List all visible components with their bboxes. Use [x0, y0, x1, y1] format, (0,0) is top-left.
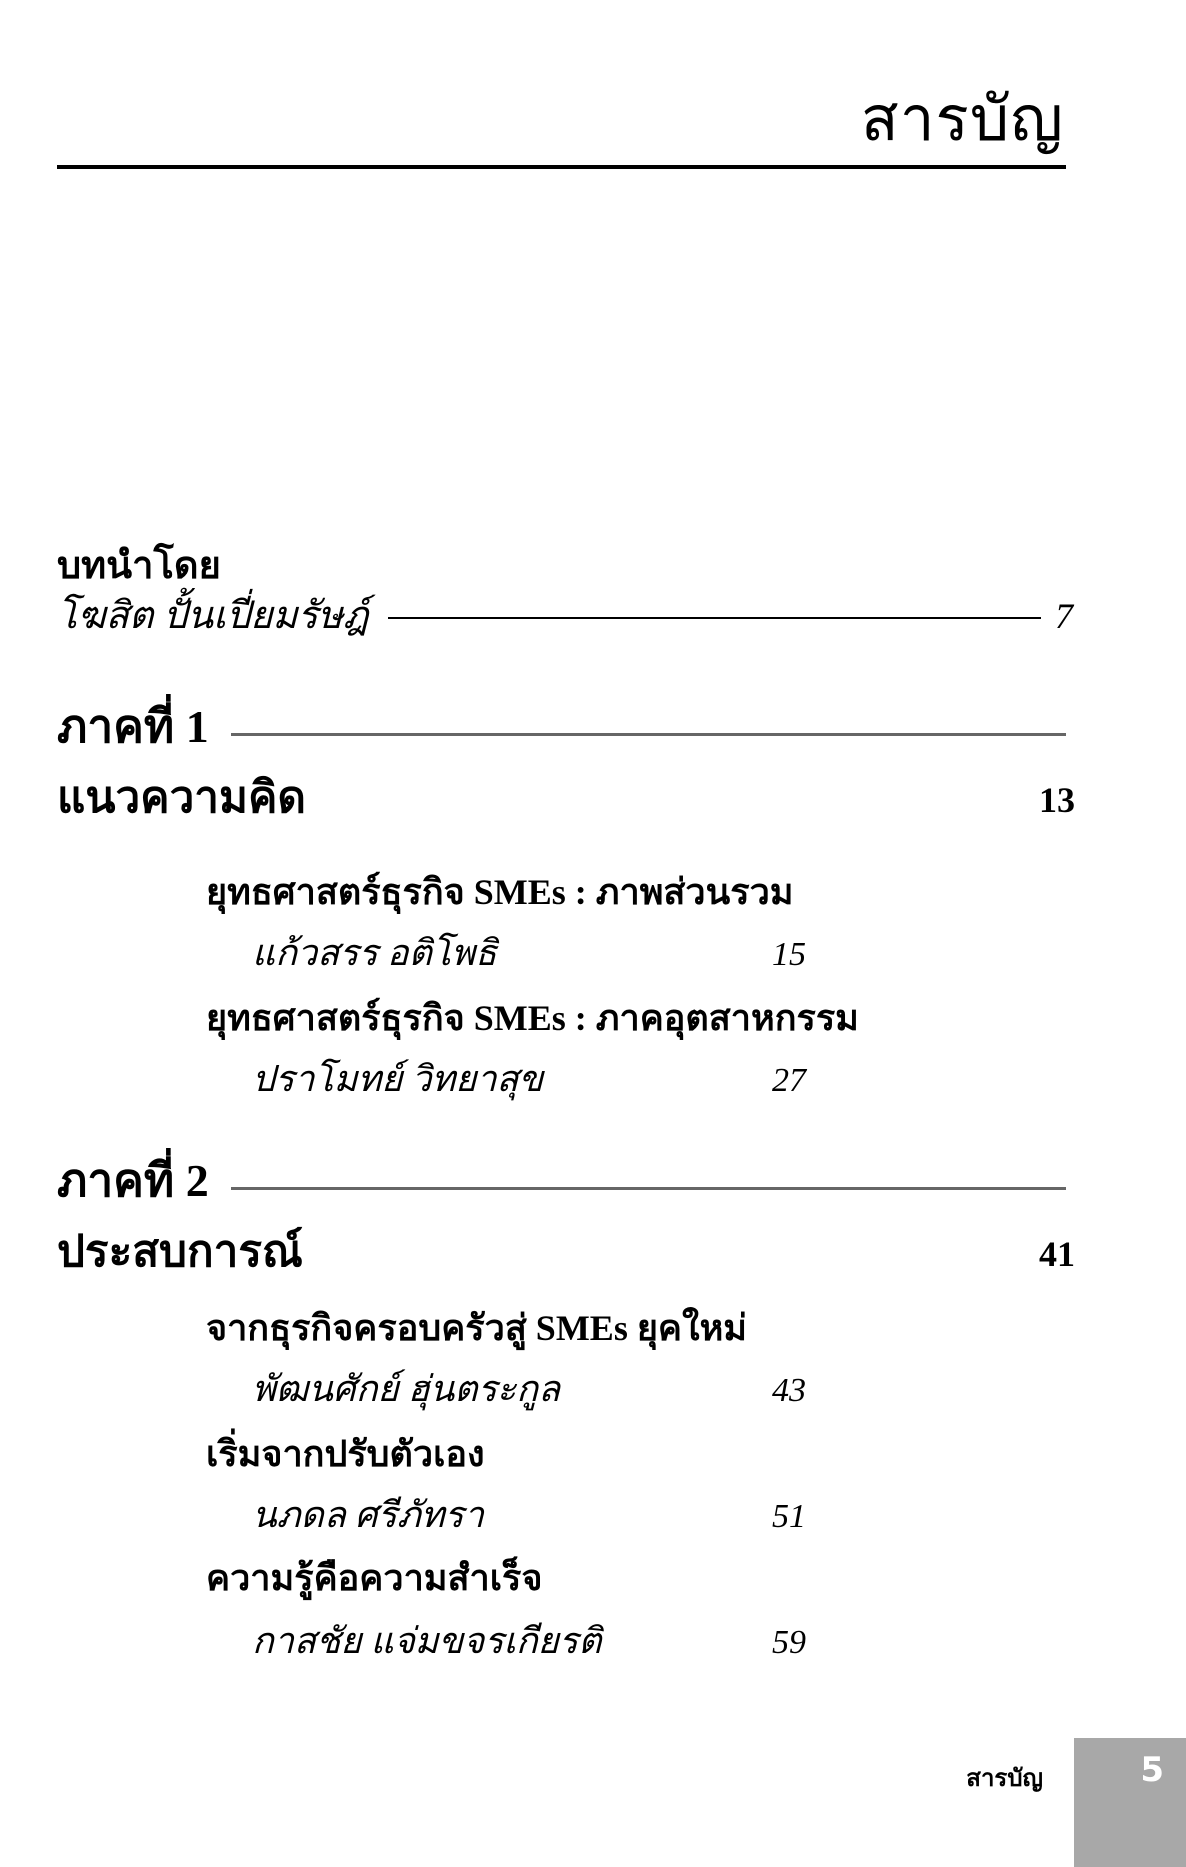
part-2-page-number: 41: [1039, 1234, 1075, 1274]
chapter-author-row: [252, 1492, 806, 1539]
part-2-title-row: [57, 1226, 1075, 1279]
chapter-author-row: [252, 1056, 806, 1103]
page-number: 5: [1140, 1750, 1164, 1790]
chapter-author-row: [252, 1618, 806, 1665]
leader-line: [388, 617, 1041, 619]
chapter-author-row: [252, 1366, 806, 1413]
intro-page-number: 7: [1055, 596, 1073, 636]
part-1-label-row: [57, 698, 1066, 756]
page-number-tab: [1074, 1738, 1186, 1867]
chapter-page-number: 27: [772, 1062, 806, 1099]
part-1-title-row: [57, 772, 1075, 825]
part-1-label: ภาคที่ 1: [57, 701, 209, 752]
intro-entry: [57, 592, 1073, 641]
chapter-author: กาสชัย แจ่มขจรเกียรติ: [252, 1621, 602, 1661]
part-2-label-row: [57, 1152, 1066, 1210]
chapter-title: ยุทธศาสตร์ธุรกิจ SMEs : ภาคอุตสาหกรรม: [206, 998, 859, 1038]
chapter-page-number: 51: [772, 1498, 806, 1535]
chapter-author: พัฒนศักย์ ฮุ่นตระกูล: [252, 1369, 561, 1409]
chapter-title: ความรู้คือความสำเร็จ: [206, 1558, 543, 1598]
part-1-title: แนวความคิด: [57, 773, 307, 822]
title-rule: [57, 165, 1066, 169]
chapter-author: แก้วสรร อติโพธิ: [252, 933, 497, 973]
chapter-page-number: 59: [772, 1624, 806, 1661]
intro-heading: บทนำโดย: [57, 545, 221, 587]
chapter-author: นภดล ศรีภัทรา: [252, 1495, 484, 1535]
part-2-rule: [231, 1187, 1066, 1190]
part-1-rule: [231, 733, 1066, 736]
intro-author: โฆสิต ปั้นเปี่ยมรัษฎ์: [57, 595, 369, 637]
chapter-author: ปราโมทย์ วิทยาสุข: [252, 1059, 544, 1099]
page-title: สารบัญ: [860, 86, 1064, 154]
footer-section-label: สารบัญ: [966, 1764, 1043, 1792]
chapter-page-number: 43: [772, 1372, 806, 1409]
part-2-label: ภาคที่ 2: [57, 1155, 209, 1206]
chapter-title: เริ่มจากปรับตัวเอง: [206, 1434, 485, 1474]
part-2-title: ประสบการณ์: [57, 1227, 303, 1276]
chapter-page-number: 15: [772, 936, 806, 973]
chapter-author-row: [252, 930, 806, 977]
chapter-title: จากธุรกิจครอบครัวสู่ SMEs ยุคใหม่: [206, 1308, 748, 1348]
part-1-page-number: 13: [1039, 780, 1075, 820]
chapter-title: ยุทธศาสตร์ธุรกิจ SMEs : ภาพส่วนรวม: [206, 872, 794, 912]
